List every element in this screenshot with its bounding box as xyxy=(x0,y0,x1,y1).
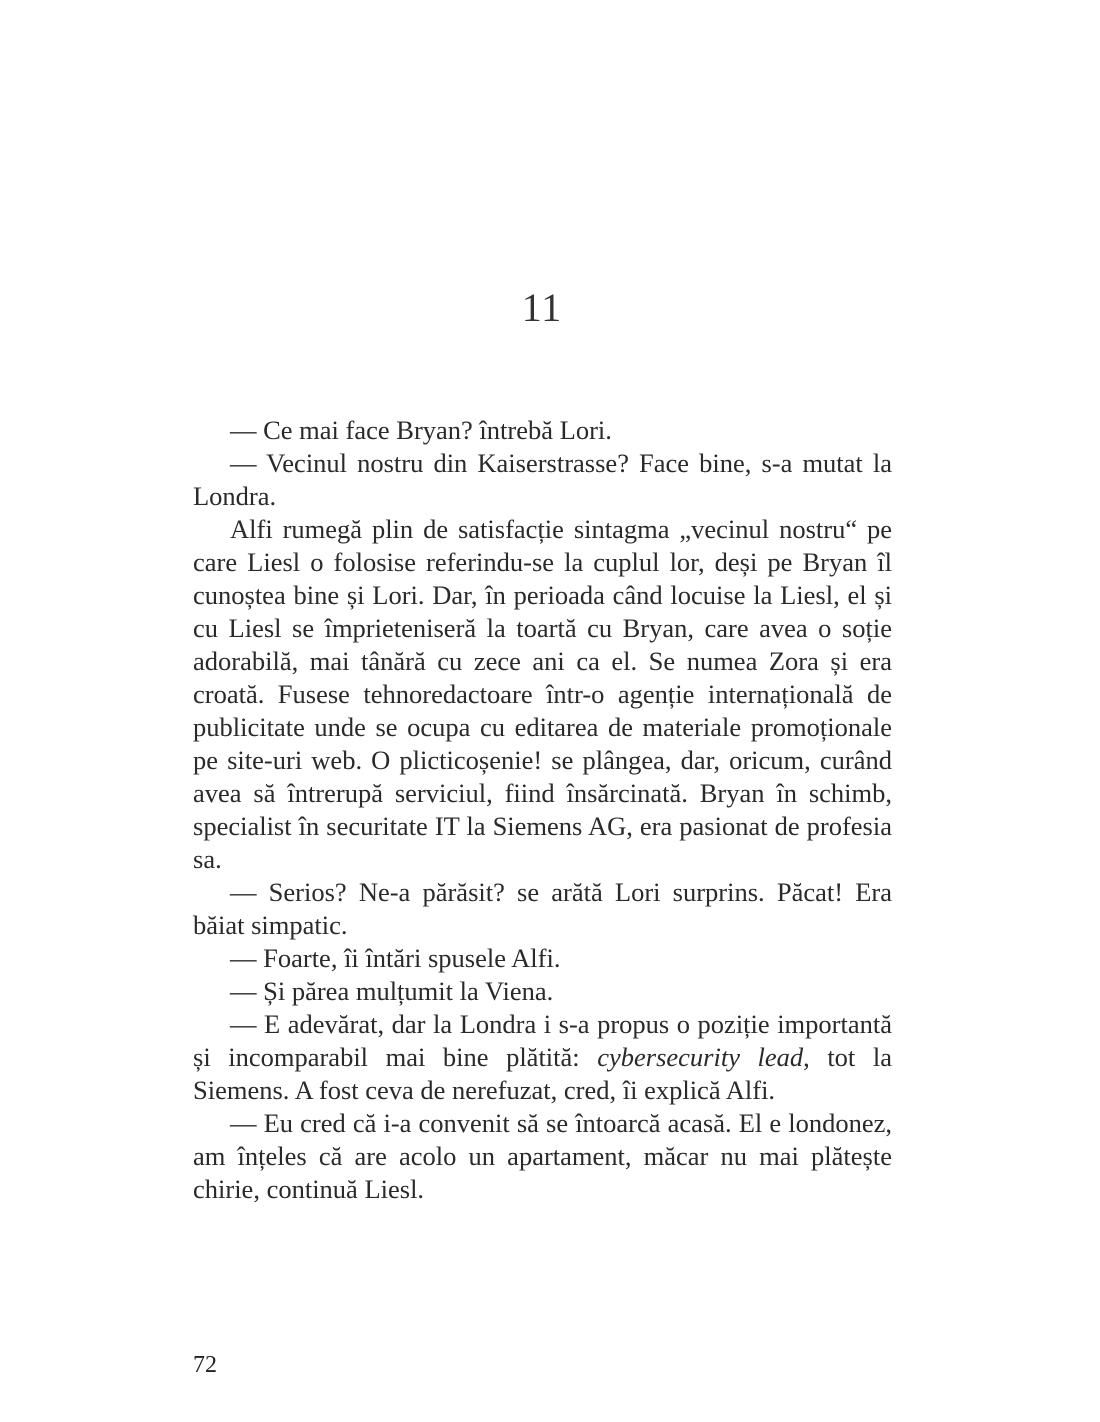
paragraph: — Foarte, îi întări spusele Alfi. xyxy=(230,943,561,973)
chapter-number: 11 xyxy=(521,285,563,330)
paragraph: — Eu cred că i-a convenit să se întoarcă acasă. El e londonez, am înțeles că are acolo un apartament, măcar nu mai plătește chirie, continuă Liesl. xyxy=(193,1108,892,1204)
paragraph-text: , tot la Siemens. A fost ceva de nerefuzat, cred, îi explică Alfi. xyxy=(193,1042,892,1105)
paragraph: — Serios? Ne-a părăsit? se arătă Lori surprins. Păcat! Era băiat simpatic. xyxy=(193,877,892,940)
paragraph-text: — E adevărat, dar la Londra i s-a propus o poziție importantă și incomparabil mai bine plătită: xyxy=(193,1009,892,1072)
paragraph xyxy=(193,1008,892,1107)
italic-term: cybersecurity lead xyxy=(597,1042,804,1072)
page-number: 72 xyxy=(193,1352,217,1378)
paragraph: — Vecinul nostru din Kaiserstrasse? Face bine, s-a mutat la Londra. xyxy=(193,448,892,511)
paragraph: — Și părea mulțumit la Viena. xyxy=(230,976,554,1006)
body-text xyxy=(193,414,892,1206)
paragraph: — Ce mai face Bryan? întrebă Lori. xyxy=(230,415,612,445)
paragraph: Alfi rumegă plin de satisfacție sintagma „vecinul nostru“ pe care Liesl o folosise referindu-se la cuplul lor, deși pe Bryan îl cunoștea bine și Lori. Dar, în perioada când locuise la Liesl, el și cu Liesl se împrieteniseră la toartă cu Bryan, care avea o soție adorabilă, mai tânără cu zece ani ca el. Se numea Zora și era croată. Fusese tehnoredactoare într-o agenție internațională de publicitate unde se ocupa cu editarea de materiale promoționale pe site-uri web. O plicticoșenie! se plângea, dar, oricum, curând avea să întrerupă serviciul, fiind însărcinată. Bryan în schimb, specialist în securitate IT la Siemens AG, era pasionat de profesia sa. xyxy=(193,514,892,874)
